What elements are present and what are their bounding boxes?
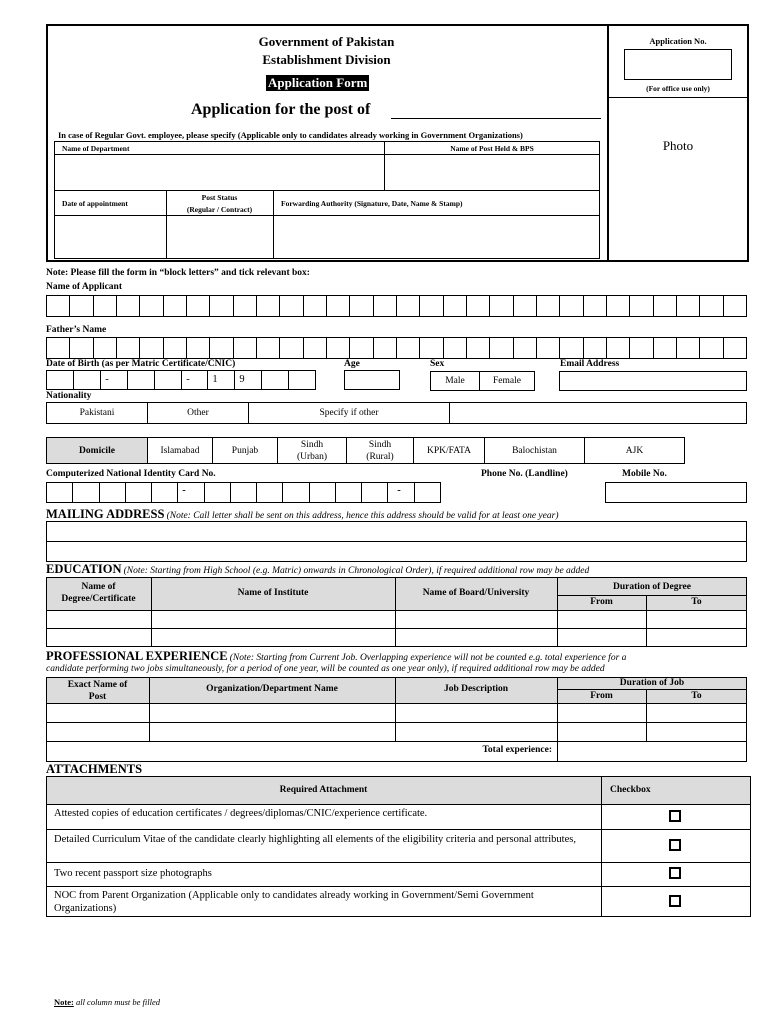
edu-col-duration: Duration of Degree xyxy=(613,582,691,592)
email-label: Email Address xyxy=(560,359,620,369)
attachments-title: ATTACHMENTS xyxy=(46,762,143,776)
edu-col-board: Name of Board/University xyxy=(422,588,530,598)
education-title: EDUCATION xyxy=(46,562,122,576)
exp-col-post xyxy=(46,679,149,703)
experience-title: PROFESSIONAL EXPERIENCE xyxy=(46,649,228,663)
form-label: Application Form xyxy=(268,75,368,90)
dob-dash-2: - xyxy=(186,374,190,385)
experience-heading xyxy=(46,649,626,664)
mailing-address-line-1[interactable] xyxy=(46,521,747,542)
edu-col-degree-l1: Name of xyxy=(81,582,116,592)
block-letters-note: Note: Please fill the form in “block letters” and tick relevant box: xyxy=(46,268,310,278)
edu-col-degree-l2: Degree/Certificate xyxy=(61,594,136,604)
govt-title: Government of Pakistan xyxy=(258,34,395,49)
domicile-balochistan[interactable]: Balochistan xyxy=(484,437,585,464)
attachment-item: Detailed Curriculum Vitae of the candidate clearly highlighting all elements of the eligibility criteria and personal attributes, xyxy=(54,834,576,845)
education-heading xyxy=(46,562,589,577)
domicile-punjab[interactable]: Punjab xyxy=(212,437,278,464)
domicile-ajk[interactable]: AJK xyxy=(584,437,685,464)
post-held-label: Name of Post Held & BPS xyxy=(450,144,534,153)
cnic-dash-1: - xyxy=(182,485,186,496)
sindh-urban-l1: Sindh xyxy=(300,439,324,450)
age-input[interactable] xyxy=(344,370,400,390)
exp-col-desc: Job Description xyxy=(443,684,509,694)
nationality-label: Nationality xyxy=(46,391,92,401)
domicile-label: Domicile xyxy=(46,437,148,464)
sex-label: Sex xyxy=(430,359,445,369)
cnic-label: Computerized National Identity Card No. xyxy=(46,469,216,479)
sindh-rural-l2: (Rural) xyxy=(366,451,394,462)
edu-col-from: From xyxy=(590,597,613,607)
age-label: Age xyxy=(344,359,360,369)
experience-note-2: candidate performing two jobs simultaneously, for a period of one year, will be counted as one year only), if required additional row may be added xyxy=(46,664,605,674)
post-status-sub: (Regular / Contract) xyxy=(186,205,253,214)
post-name-line[interactable] xyxy=(391,118,601,119)
sex-male[interactable]: Male xyxy=(430,371,480,391)
footer-note-label: Note: xyxy=(54,997,74,1007)
exp-col-post-l2: Post xyxy=(88,692,107,702)
attachment-checkbox-1[interactable] xyxy=(669,810,681,822)
domicile-kpk[interactable]: KPK/FATA xyxy=(413,437,485,464)
footer-note xyxy=(54,997,160,1007)
edu-col-degree xyxy=(46,581,151,605)
division-title: Establishment Division xyxy=(262,52,391,67)
domicile-islamabad[interactable]: Islamabad xyxy=(147,437,213,464)
dept-label: Name of Department xyxy=(62,144,130,153)
attachment-item: NOC from Parent Organization (Applicable only to candidates already working in Government/Semi Government Organizations) xyxy=(54,890,534,914)
forwarding-label: Forwarding Authority (Signature, Date, Name & Stamp) xyxy=(281,199,463,208)
dob-label: Date of Birth (as per Matric Certificate/CNIC) xyxy=(46,359,236,369)
total-experience-label: Total experience: xyxy=(482,745,552,755)
application-no-input[interactable] xyxy=(624,49,732,80)
office-use-label: (For office use only) xyxy=(646,84,710,93)
application-no-label: Application No. xyxy=(649,36,707,46)
mailing-heading xyxy=(46,507,558,522)
father-name-label: Father’s Name xyxy=(46,325,107,335)
applicant-name-boxes[interactable] xyxy=(46,295,747,317)
attach-col-required: Required Attachment xyxy=(279,785,368,795)
dob-digit-9: 9 xyxy=(239,374,245,385)
edu-col-institute: Name of Institute xyxy=(237,588,309,598)
mailing-title: MAILING ADDRESS xyxy=(46,507,165,521)
cnic-dash-2: - xyxy=(397,485,401,496)
dob-dash-1: - xyxy=(105,374,109,385)
father-name-boxes[interactable] xyxy=(46,337,747,359)
nationality-other[interactable]: Other xyxy=(147,402,249,424)
attachment-item: Attested copies of education certificates / degrees/diplomas/CNIC/experience certificate. xyxy=(54,808,428,819)
exp-col-duration: Duration of Job xyxy=(619,678,685,688)
attachment-checkbox-2[interactable] xyxy=(669,839,681,851)
footer-note-text: all column must be filled xyxy=(75,997,160,1007)
attachment-checkbox-3[interactable] xyxy=(669,867,681,879)
email-input[interactable] xyxy=(559,371,747,391)
cnic-boxes[interactable] xyxy=(46,482,441,503)
attachment-item: Two recent passport size photographs xyxy=(54,868,212,879)
total-experience-input[interactable] xyxy=(557,741,747,762)
nationality-pakistani[interactable]: Pakistani xyxy=(46,402,148,424)
sindh-urban-l2: (Urban) xyxy=(296,451,328,462)
exp-col-org: Organization/Department Name xyxy=(206,684,338,694)
mobile-label: Mobile No. xyxy=(622,469,667,479)
applicant-name-label: Name of Applicant xyxy=(46,282,122,292)
post-status-label: Post Status xyxy=(201,193,238,202)
phone-input[interactable] xyxy=(605,482,747,503)
education-note: (Note: Starting from High School (e.g. Matric) onwards in Chronological Order), if required additional row may be added xyxy=(123,566,590,576)
exp-col-from: From xyxy=(590,691,613,701)
post-title: Application for the post of xyxy=(191,101,371,118)
mailing-address-line-2[interactable] xyxy=(46,541,747,562)
attachment-checkbox-4[interactable] xyxy=(669,895,681,907)
dob-digit-1: 1 xyxy=(212,374,218,385)
experience-note-1: (Note: Starting from Current Job. Overlapping experience will not be counted e.g. total experience for a xyxy=(229,653,627,663)
sex-female[interactable]: Female xyxy=(479,371,535,391)
phone-label: Phone No. (Landline) xyxy=(481,469,568,479)
nationality-specify[interactable]: Specify if other xyxy=(248,402,450,424)
doa-label: Date of appointment xyxy=(62,199,128,208)
mailing-note: (Note: Call letter shall be sent on this address, hence this address should be valid for at least one year) xyxy=(166,511,559,521)
sindh-rural-l1: Sindh xyxy=(368,439,392,450)
exp-col-to: To xyxy=(691,691,702,701)
edu-col-to: To xyxy=(691,597,702,607)
domicile-sindh-urban[interactable] xyxy=(277,437,347,464)
attach-col-checkbox: Checkbox xyxy=(610,785,651,795)
regular-employee-note: In case of Regular Govt. employee, please specify (Applicable only to candidates already working in Government Organizations) xyxy=(58,130,523,140)
exp-col-post-l1: Exact Name of xyxy=(67,680,128,690)
photo-label: Photo xyxy=(662,138,694,153)
domicile-sindh-rural[interactable] xyxy=(346,437,414,464)
